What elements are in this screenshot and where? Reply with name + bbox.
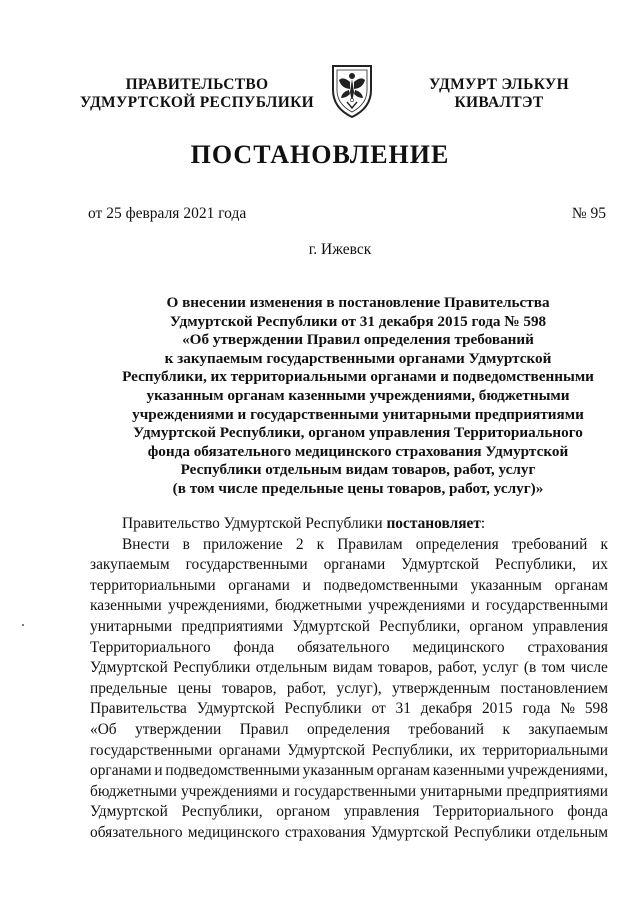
- body-word: Удмуртской: [370, 823, 449, 841]
- body-word: 31: [395, 700, 411, 718]
- subject-line: Удмуртской Республики от 31 декабря 2015 года № 598: [169, 312, 547, 330]
- subject-line: «Об утверждении Правил определения требований: [182, 331, 534, 349]
- body-line: [90, 761, 608, 782]
- document-number: № 95: [571, 205, 606, 222]
- body-word: обязательного: [297, 638, 390, 656]
- body-word: Республики,: [371, 741, 453, 759]
- body-word: (в: [523, 659, 537, 677]
- body-word: Республики,: [379, 617, 461, 635]
- body-word: медицинского: [412, 638, 505, 656]
- body-word: их: [459, 741, 476, 759]
- body-word: учреждениями: [368, 597, 466, 615]
- udmurtia-coat-of-arms-icon: [328, 62, 376, 120]
- subject-line: О внесении изменения в постановление Правительства: [166, 294, 550, 311]
- header-right-line-1: УДМУРТ ЭЛЬКУН: [429, 76, 569, 93]
- body-word: унитарными: [90, 617, 173, 635]
- subject-line: указанным органам казенными учреждениями, бюджетными: [146, 386, 570, 404]
- body-line: [90, 596, 608, 617]
- body-word: к: [316, 535, 325, 553]
- body-word: органом: [469, 617, 524, 635]
- body-line: [90, 679, 608, 700]
- body-word: государственными: [485, 597, 608, 615]
- body-line: [90, 741, 608, 762]
- body-word: товаров,: [377, 659, 433, 677]
- body-word: Республики: [173, 659, 251, 677]
- body-word: закупаемым: [90, 556, 170, 574]
- body-word: учреждениями: [180, 782, 278, 800]
- header-left-line-1: ПРАВИТЕЛЬСТВО: [125, 76, 269, 93]
- body-word: определения: [415, 535, 499, 553]
- subject-line: Республики, их территориальными органами и подведомственными: [122, 368, 594, 386]
- body-word: том: [541, 659, 566, 677]
- body-word: подведомственными: [323, 576, 458, 594]
- body-word: требований: [408, 720, 484, 738]
- body-word: отдельным: [536, 823, 608, 841]
- body-word: приложение: [202, 535, 283, 553]
- body-word: и: [471, 597, 480, 615]
- body-word: отдельным: [255, 659, 328, 677]
- subject-line: учреждениями и государственными унитарными предприятиями: [132, 405, 584, 423]
- body-word: работ,: [286, 679, 327, 697]
- body-word: территориальными: [90, 576, 216, 594]
- body-word: Республики: [453, 823, 532, 841]
- body-line: [90, 823, 608, 844]
- subject-line: (в том числе предельные цены товаров, работ, услуг)»: [172, 479, 544, 497]
- body-word: 598: [584, 700, 608, 718]
- body-word: государственными: [90, 741, 213, 759]
- body-word: предприятиями: [506, 782, 608, 800]
- body-line: [90, 535, 608, 556]
- body-word: 2: [295, 535, 304, 553]
- body-word: казенными: [90, 597, 162, 615]
- body-word: года: [522, 700, 551, 718]
- body-word: 2015: [481, 700, 513, 718]
- subject-line: к закупаемым государственными органами Удмуртской: [164, 349, 552, 367]
- body-word: указанным: [470, 576, 542, 594]
- body-line: [90, 576, 608, 597]
- body-word: Удмуртской: [292, 617, 370, 635]
- body-word: органом: [276, 803, 331, 821]
- body-word: органами: [90, 762, 152, 780]
- body-line: [90, 699, 608, 720]
- scan-artifact-dot: [22, 624, 24, 626]
- body-word: бюджетными: [275, 597, 362, 615]
- body-word: и: [281, 782, 290, 800]
- body-word: требований: [511, 535, 588, 553]
- document-body: [90, 514, 608, 844]
- header-left-org: [72, 76, 322, 112]
- body-word: страхования: [527, 638, 608, 656]
- body-line: [90, 802, 608, 823]
- body-word: Территориального: [90, 638, 211, 656]
- body-intro-end: :: [480, 515, 486, 532]
- document-city: г. Ижевск: [308, 241, 372, 258]
- body-word: Внести: [122, 535, 170, 553]
- body-word: учреждениями,: [168, 597, 269, 615]
- body-word: казенными: [432, 762, 505, 780]
- body-word: Удмуртской: [287, 741, 366, 759]
- body-word: работ,: [437, 659, 478, 677]
- body-word: государственными: [294, 782, 417, 800]
- body-word: органами: [228, 576, 290, 594]
- body-word: от: [371, 700, 386, 718]
- body-word: обязательного: [90, 823, 183, 841]
- body-word: органам: [376, 762, 430, 780]
- body-word: фонда: [567, 803, 608, 821]
- header-right-org: [404, 76, 594, 112]
- body-word: №: [560, 700, 575, 718]
- body-word: Территориального: [433, 803, 554, 821]
- body-word: управления: [532, 617, 608, 635]
- body-word: и: [154, 762, 163, 780]
- body-line: [90, 617, 608, 638]
- body-intro-text: Правительство Удмуртской Республики: [122, 515, 387, 532]
- body-word: к: [600, 535, 608, 553]
- body-word: Правительства: [90, 700, 187, 718]
- body-word: декабря: [420, 700, 473, 718]
- body-word: органам: [554, 576, 608, 594]
- body-word: органами: [218, 741, 281, 759]
- body-word: указанным: [302, 762, 374, 780]
- body-word: управления: [343, 803, 420, 821]
- body-word: и: [302, 576, 311, 594]
- body-word: Удмуртской: [196, 700, 275, 718]
- body-word: услуг: [482, 659, 519, 677]
- body-word: Республики: [284, 700, 362, 718]
- body-word: утверждении: [135, 720, 222, 738]
- header-right-line-2: КИВАЛТЭТ: [454, 94, 544, 111]
- body-word: товаров,: [221, 679, 277, 697]
- body-intro: [90, 514, 608, 535]
- body-line: [90, 782, 608, 803]
- body-word: Правил: [239, 720, 289, 738]
- body-word: постановлением: [500, 679, 608, 697]
- body-word: фонда: [233, 638, 275, 656]
- body-word: в: [182, 535, 190, 553]
- body-word: государственными: [185, 556, 308, 574]
- body-word: унитарными: [420, 782, 503, 800]
- body-word: Удмуртской: [90, 803, 168, 821]
- body-word: к: [502, 720, 510, 738]
- body-word: учреждениями,: [507, 762, 608, 780]
- body-word: органами: [323, 556, 386, 574]
- body-line: [90, 720, 608, 741]
- body-intro-bold: постановляет: [386, 515, 481, 532]
- subject-line: Республики отдельным видам товаров, работ, услуг: [180, 461, 536, 479]
- body-line: [90, 638, 608, 659]
- body-word: Удмуртской: [90, 659, 168, 677]
- body-word: Республики,: [181, 803, 263, 821]
- body-word: «Об: [90, 720, 117, 738]
- body-word: Республики,: [495, 556, 577, 574]
- body-word: страхования: [284, 823, 366, 841]
- body-word: подведомственными: [165, 762, 300, 780]
- subject-line: фонда обязательного медицинского страхования Удмуртской: [147, 442, 569, 460]
- header-left-line-2: УДМУРТСКОЙ РЕСПУБЛИКИ: [79, 94, 314, 111]
- body-word: предельные: [90, 679, 168, 697]
- body-word: медицинского: [187, 823, 280, 841]
- body-word: определения: [306, 720, 390, 738]
- body-word: Удмуртской: [401, 556, 480, 574]
- body-word: Правилам: [337, 535, 403, 553]
- document-title: ПОСТАНОВЛЕНИЕ: [190, 140, 450, 169]
- body-line: [90, 555, 608, 576]
- body-word: числе: [570, 659, 608, 677]
- body-word: утвержденным: [392, 679, 491, 697]
- body-word: бюджетными: [90, 782, 177, 800]
- document-date: от 25 февраля 2021 года: [88, 205, 247, 222]
- body-word: цены: [177, 679, 212, 697]
- subject-line: Удмуртской Республики, органом управления Территориального: [133, 424, 583, 442]
- body-word: предприятиями: [181, 617, 283, 635]
- document-subject: [100, 294, 616, 499]
- body-line: [90, 658, 608, 679]
- body-word: закупаемым: [528, 720, 608, 738]
- body-word: услуг),: [336, 679, 382, 697]
- body-word: видам: [332, 659, 373, 677]
- body-word: территориальными: [482, 741, 608, 759]
- body-word: их: [592, 556, 608, 574]
